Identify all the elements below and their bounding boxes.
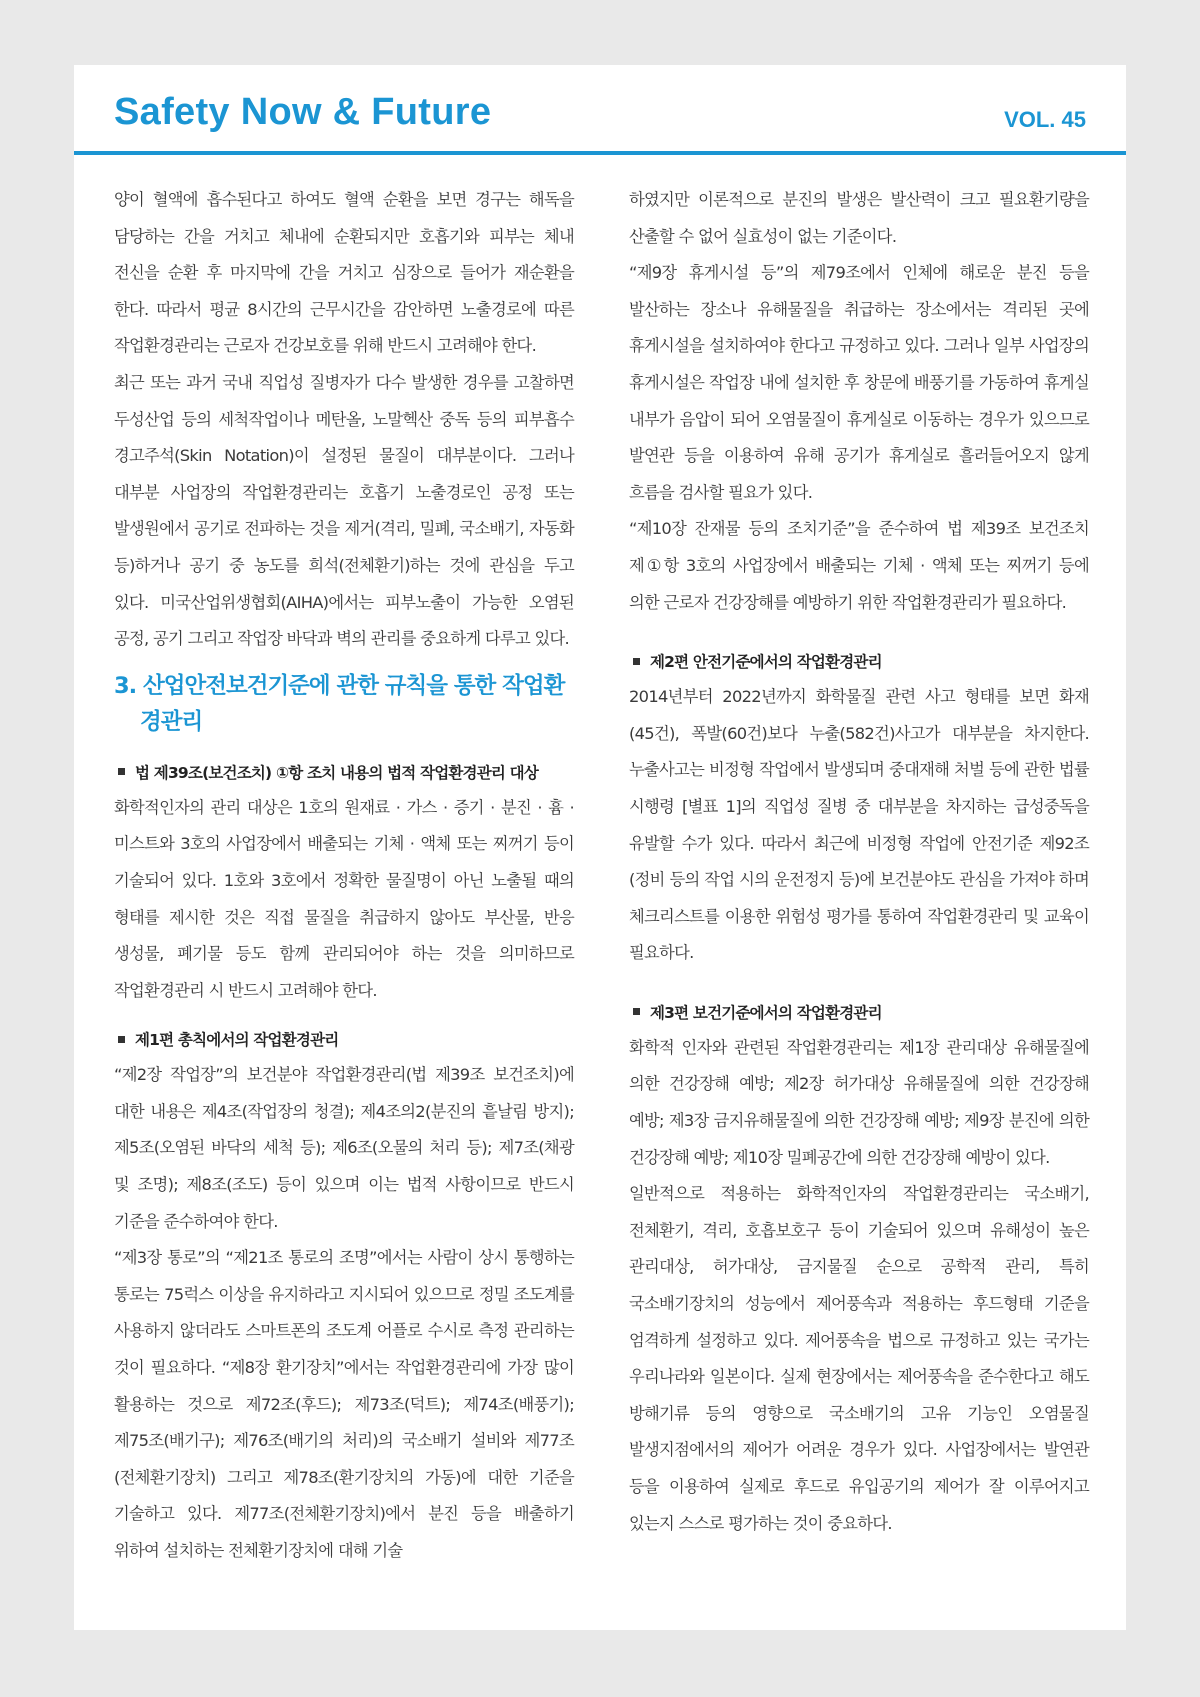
- magazine-title: Safety Now & Future: [114, 91, 492, 133]
- paragraph: 화학적인자의 관리 대상은 1호의 원재료 · 가스 · 증기 · 분진 · 흄 · 미스트와 3호의 사업장에서 배출되는 기체 · 액체 또는 찌꺼기 등이 기술되어 있다. 1호와 3호에서 정확한 물질명이 아닌 노출될 때의 형태를 제시한 것은 직접 물질을 취급하지 않아도 부산물, 반응 생성물, 폐기물 등도 함께 관리되어야 하는 것을 의미하므로 작업환경관리 시 반드시 고려해야 한다.: [114, 797, 574, 1000]
- subheading-text: 제3편 보건기준에서의 작업환경관리: [650, 1003, 882, 1022]
- square-bullet-icon: [633, 1008, 640, 1015]
- paragraph: 최근 또는 과거 국내 직업성 질병자가 다수 발생한 경우를 고찰하면 두성산업 등의 세척작업이나 메탄올, 노말헥산 중독 등의 피부흡수 경고주석(Skin Notation)이 설정된 물질이 대부분이다. 그러나 대부분 사업장의 작업환경관리는 호흡기 노출경로인 공정 또는 발생원에서 공기로 전파하는 것을 제거(격리, 밀폐, 국소배기, 자동화 등)하거나 공기 중 농도를 희석(전체환기)하는 것에 관심을 두고 있다. 미국산업위생협회(AIHA)에서는 피부노출이 가능한 오염된 공정, 공기 그리고 작업장 바닥과 벽의 관리를 중요하게 다루고 있다.: [114, 372, 574, 649]
- volume-label: VOL. 45: [1004, 107, 1086, 132]
- page: [74, 65, 1126, 1630]
- paragraph: 화학적 인자와 관련된 작업환경관리는 제1장 관리대상 유해물질에 의한 건강장해 예방; 제2장 허가대상 유해물질에 의한 건강장해 예방; 제3장 금지유해물질에 의한 건강장해 예방; 제9장 분진에 의한 건강장해 예방; 제10장 밀폐공간에 의한 건강장해 예방이 있다.: [629, 1037, 1089, 1167]
- paragraph: “제3장 통로”의 “제21조 통로의 조명”에서는 사람이 상시 통행하는 통로는 75럭스 이상을 유지하라고 지시되어 있으므로 정밀 조도계를 사용하지 않더라도 스마트폰의 조도계 어플로 수시로 측정 관리하는 것이 필요하다. “제8장 환기장치”에서는 작업환경관리에 가장 많이 활용하는 것으로 제72조(후드); 제73조(덕트); 제74조(배풍기); 제75조(배기구); 제76조(배기의 처리)의 국소배기 설비와 제77조(전체환기장치) 그리고 제78조(환기장치의 가동)에 대한 기준을 기술하고 있다. 제77조(전체환기장치)에서 분진 등을 배출하기 위하여 설치하는 전체환기장치에 대해 기술: [114, 1248, 574, 1560]
- header-divider: [74, 151, 1126, 155]
- paragraph: “제2장 작업장”의 보건분야 작업환경관리(법 제39조 보건조치)에 대한 내용은 제4조(작업장의 청결); 제4조의2(분진의 흩날림 방지); 제5조(오염된 바닥의 세척 등); 제6조(오물의 처리 등); 제7조(채광 및 조명); 제8조(조도) 등이 있으며 이는 법적 사항이므로 반드시 기준을 준수하여야 한다.: [114, 1065, 574, 1231]
- subheading: [114, 1021, 574, 1057]
- square-bullet-icon: [118, 768, 125, 775]
- paragraph: 하였지만 이론적으로 분진의 발생은 발산력이 크고 필요환기량을 산출할 수 없어 실효성이 없는 기준이다.: [629, 190, 1089, 246]
- paragraph: 일반적으로 적용하는 화학적인자의 작업환경관리는 국소배기, 전체환기, 격리, 호흡보호구 등이 기술되어 있으며 유해성이 높은 관리대상, 허가대상, 금지물질 순으로 공학적 관리, 특히 국소배기장치의 성능에서 제어풍속과 적용하는 후드형태 기준을 엄격하게 설정하고 있다. 제어풍속을 법으로 규정하고 있는 국가는 우리나라와 일본이다. 실제 현장에서는 제어풍속을 준수한다고 해도 방해기류 등의 영향으로 국소배기의 고유 기능인 오염물질 발생지점에서의 제어가 어려운 경우가 있다. 사업장에서는 발연관 등을 이용하여 실제로 후드로 유입공기의 제어가 잘 이루어지고 있는지 스스로 평가하는 것이 중요하다.: [629, 1184, 1089, 1533]
- subheading-text: 제2편 안전기준에서의 작업환경관리: [650, 653, 882, 672]
- subheading: [114, 754, 574, 790]
- square-bullet-icon: [118, 1036, 125, 1043]
- paragraph: “제9장 휴게시설 등”의 제79조에서 인체에 해로운 분진 등을 발산하는 장소나 유해물질을 취급하는 장소에서는 격리된 곳에 휴게시설을 설치하여야 한다고 규정하고 있다. 그러나 일부 사업장의 휴게시설은 작업장 내에 설치한 후 창문에 배풍기를 가동하여 휴게실 내부가 음압이 되어 오염물질이 휴게실로 이동하는 경우가 있으므로 발연관 등을 이용하여 유해 공기가 휴게실로 흘러들어오지 않게 흐름을 검사할 필요가 있다.: [629, 263, 1089, 502]
- paragraph: 2014년부터 2022년까지 화학물질 관련 사고 형태를 보면 화재(45건), 폭발(60건)보다 누출(582건)사고가 대부분을 차지한다. 누출사고는 비정형 작업에서 발생되며 중대재해 처벌 등에 관한 법률 시행령 [별표 1]의 직업성 질병 중 대부분을 차지하는 급성중독을 유발할 수가 있다. 따라서 최근에 비정형 작업에 안전기준 제92조(정비 등의 작업 시의 운전정지 등)에 보건분야도 관심을 가져야 하며 체크리스트를 이용한 위험성 평가를 통하여 작업환경관리 및 교육이 필요하다.: [629, 687, 1089, 963]
- paragraph: “제10장 잔재물 등의 조치기준”을 준수하여 법 제39조 보건조치 제①항 3호의 사업장에서 배출되는 기체 · 액체 또는 찌꺼기 등에 의한 근로자 건강장해를 예방하기 위한 작업환경관리가 필요하다.: [629, 519, 1089, 612]
- square-bullet-icon: [633, 658, 640, 665]
- subheading-text: 법 제39조(보건조치) ①항 조치 내용의 법적 작업환경관리 대상: [135, 763, 539, 782]
- section-heading: 3. 산업안전보건기준에 관한 규칙을 통한 작업환경관리: [114, 672, 565, 735]
- subheading-text: 제1편 총칙에서의 작업환경관리: [135, 1031, 339, 1050]
- page-header: [74, 65, 1126, 155]
- right-column: [629, 182, 1089, 1542]
- paragraph: 양이 혈액에 흡수된다고 하여도 혈액 순환을 보면 경구는 해독을 담당하는 간을 거치고 체내에 순환되지만 호흡기와 피부는 체내 전신을 순환 후 마지막에 간을 거치고 심장으로 들어가 재순환을 한다. 따라서 평균 8시간의 근무시간을 감안하면 노출경로에 따른 작업환경관리는 근로자 건강보호를 위해 반드시 고려해야 한다.: [114, 190, 574, 356]
- subheading: [629, 994, 1089, 1030]
- subheading: [629, 643, 1089, 679]
- left-column: [114, 182, 574, 1570]
